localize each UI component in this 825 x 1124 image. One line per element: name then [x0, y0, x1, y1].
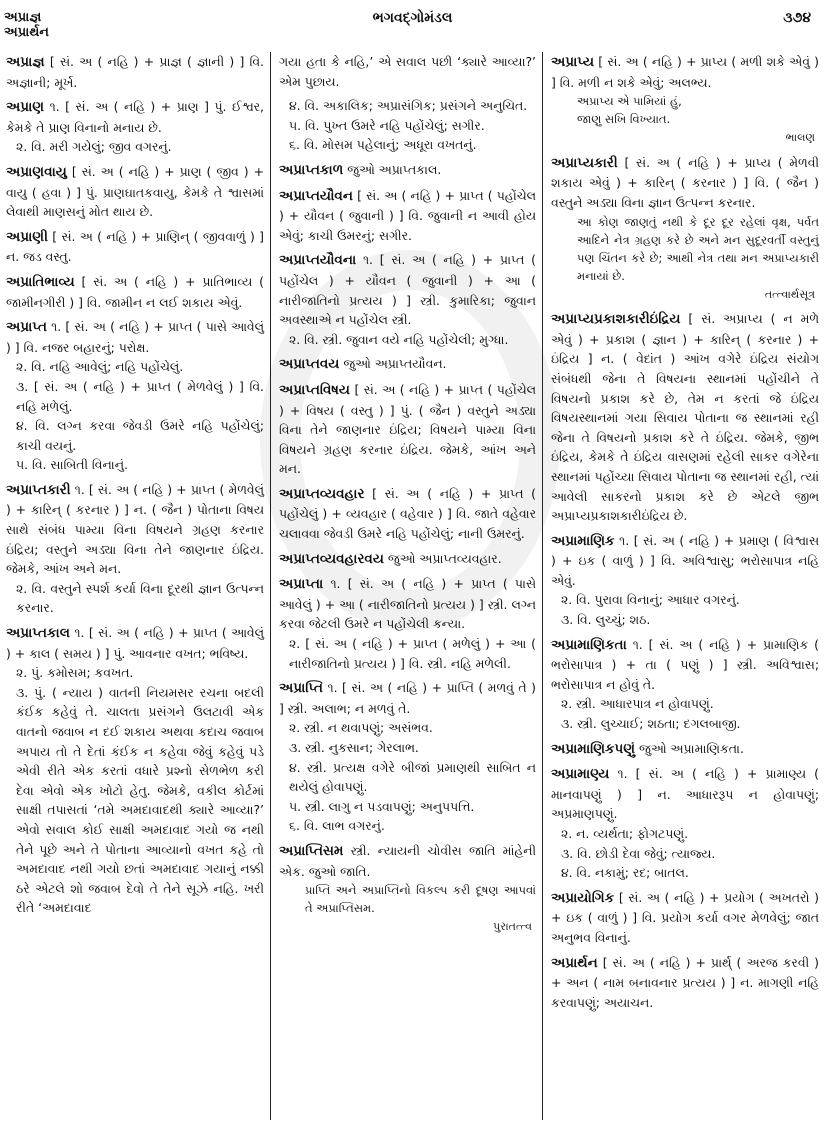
headword: અપ્રાતિભાવ્ય	[6, 273, 75, 290]
guide-word-last: અપ્રાર્થન	[4, 25, 49, 40]
sense-item: ૨. વિ. નહિ આવેલું; નહિ પહોંચેલું.	[16, 359, 184, 375]
headword: અપ્રાયોગિક	[551, 889, 615, 906]
page-number: ૩૭૪	[783, 10, 811, 26]
definition: [ સં. અ ( નહિ ) + પ્રાપ્ત ( પહોંચેલ ) + વિષય ( વસ્તુ ) ] પું. ( જૈન ) વસ્તુને અડ્યા વિના તેને જાણનાર ઇંદ્રિય; વિષયને પામ્યા વિના વિષયને ગ્રહણ કરનાર ઇંદ્રિય. જેમકે, આંખ અને મન.	[279, 381, 536, 477]
definition: [ સં. અ ( નહિ ) + પ્રાર્થ્ ( અરજ કરવી ) + અન ( નામ બનાવનાર પ્રત્યય ) ] ન. માગણી નહિ કરવાપણું; અયાચન.	[551, 954, 819, 1010]
definition: [ સં. અપ્રાપ્ય ( ન મળે એવું ) + પ્રકાશ ( જ્ઞાન ) + કારિન્ ( કરનાર ) + ઇંદ્રિય ] ન. ( વેદાંત ) આંખ વગેરે ઇંદ્રિય સંયોગ સંબંધથી જેના તે વિષયના સ્થાનમાં પહોંચીને તે વિષયનો પ્રકાશ કરે છે, તેમ ન કરતાં જે ઇંદ્રિય વિષયસ્થાનમાં ગયા સિવાય પોતાના જ સ્થાનમાં રહી જેના તે વિષયનો પ્રકાશ કરે તે ઇંદ્રિય. જેમકે, જીભ ઇંદ્રિય, કેમકે તે ઇંદ્રિય વાસણમાં રહેલી સાકર વગેરેના સ્થાનમાં પહોંચ્યા સિવાય પોતાના જ સ્થાનમાં રહી, ત્યાં આવેલી સાકરનો પ્રકાશ કરે છે એટલે જીભ અપ્રાપ્યપ્રકાશકારીઇંદ્રિય છે.	[551, 311, 819, 524]
definition: ૧. [ સં. અ ( નહિ ) + પ્રાપ્ત ( આવેલું ) + કાલ ( સમય ) ] પું. આવનાર વખત; ભવિષ્ય.	[6, 625, 264, 661]
headword: અપ્રાણ	[6, 99, 45, 116]
headword: અપ્રાપ્તયૌવન	[279, 187, 353, 204]
definition: જુઓ અપ્રાપ્તયૌવન.	[343, 356, 447, 372]
headword: અપ્રામાણ્ય	[551, 766, 610, 783]
dictionary-entry	[551, 635, 819, 734]
dictionary-entry	[551, 52, 819, 148]
sense-item: ૬. વિ. મોસમ પહેલાનું; અધૂરા વખતનું.	[289, 137, 477, 153]
definition: ૧. [ સં. અ ( નહિ ) + પ્રાપ્ત ( પાસે આવેલું ) + આ ( નારીજાતિનો પ્રત્યય ) ] સ્ત્રી. લગ્ન કરવા જેટલી ઉમરે ન પહોંચેલી કન્યા.	[279, 576, 536, 632]
continuation-text: ગયા હતા કે નહિ,’ એ સવાલ પછી ‘ક્યારે આવ્યા?’ એમ પુછાય.	[279, 54, 536, 89]
headword: અપ્રાપ્યકારી	[551, 154, 618, 171]
dictionary-entry	[279, 549, 536, 570]
headword: અપ્રાપ્તવય	[279, 356, 340, 373]
dictionary-entry	[551, 309, 819, 526]
sense-item: ૪. વિ. લગ્ન કરવા જેવડી ઉમરે નહિ પહોંચેલું; કાચી વયનું.	[16, 418, 264, 453]
definition: [ સં. અ ( નહિ ) + પ્રાતિભાવ્ય ( જામીનગીરી ) ] વિ. જામીન ન લઈ શકાય એવું.	[6, 273, 264, 310]
definition: ૧. [ સં. અ ( નહિ ) + પ્રાપ્ત ( પહોંચેલ ) + યૌવન ( જુવાની ) + આ ( નારીજાતિનો પ્રત્યય ) ] સ્ત્રી. કુમારિકા; જુવાન અવસ્થાએ ન પહોંચેલ સ્ત્રી.	[279, 252, 536, 328]
dictionary-entry	[6, 162, 264, 222]
headword: અપ્રાપ્તા	[279, 576, 324, 593]
dictionary-entry	[551, 153, 819, 304]
citation-quote: પ્રાપ્તિ અને અપ્રાપ્તિનો વિકલ્પ કરી દૂષણ આપવાં તે અપ્રાપ્તિસમ.	[305, 883, 536, 916]
sense-item: ૪. સ્ત્રી. પ્રત્યક્ષ વગેરે બીજાં પ્રમાણથી સાબિત ન થયેલું હોવાપણું.	[289, 759, 536, 795]
sense-item: ૨. વિ. સ્ત્રી. જુવાન વયે નહિ પહોંચેલી; મુગ્ધા.	[289, 331, 509, 347]
sense-item: ૩. પું. ( ન્યાય ) વાતની નિયમસર રચના બદલી કંઈક કહેવું તે. ચાલતા પ્રસંગને ઉલટાવી એક વાતનો જવાબ ન દઈ શકાય અથવા કદાચ જવાબ અપાય તો તે દેતાં કંઈક ન કહેવા જેવું કહેવું પડે એવી રીતે એક કરતાં વધારે પ્રશ્નો સેળભેળ કરી દેવા એવો એક ખોટો હેતુ. જેમકે, વકીલ કોર્ટમાં સાક્ષી તપાસતાં ‘તમે અમદાવાદથી ક્યારે આવ્યા?’ એવો સવાલ કોઈ સાક્ષી અમદાવાદ ગયો જ નથી તેને પૂછે અને તે પોતાના આવ્યાનો વખત કહે તો અમદાવાદ નથી ગયો છતાં અમદાવાદ ગયાનું નક્કી ઠરે એટલે શો જવાબ દેવો તે તેને સૂઝે નહિ. ખરી રીતે ‘અમદાવાદ	[16, 684, 264, 916]
citation-line: જાણુ સખિ વિખ્યાત.	[577, 112, 671, 127]
column-3	[543, 52, 825, 1120]
headword: અપ્રાજ્ઞ	[6, 54, 45, 70]
headword: અપ્રામાણિકપણું	[551, 740, 636, 757]
headword: અપ્રાપ્ય	[551, 54, 594, 70]
guide-word-first: અપ્રાજ્ઞ	[4, 10, 42, 25]
dictionary-entry	[279, 160, 536, 181]
sense-item: ૨. સ્ત્રી. આધારપાત્ર ન હોવાપણું.	[561, 696, 714, 712]
dictionary-columns	[0, 52, 825, 1120]
sense-item: ૨. વિ. વસ્તુને સ્પર્શ કર્યા વિના દૂરથી જ્ઞાન ઉત્પન્ન કરનાર.	[16, 580, 264, 616]
dictionary-entry	[279, 841, 536, 937]
dictionary-entry	[279, 96, 536, 155]
dictionary-entry	[6, 272, 264, 312]
definition: ૧. [ સં. અ ( નહિ ) + પ્રામાણિક ( ભરોસાપાત્ર ) + તા ( પણું ) ] સ્ત્રી. અવિશ્વાસ; ભરોસાપાત્ર ન હોવું તે.	[551, 636, 819, 692]
definition: જુઓ અપ્રામાણિકતા.	[639, 740, 744, 756]
dictionary-entry	[279, 354, 536, 375]
sense-item: ૫. વિ. પુખ્ત ઉમરે નહિ પહોંચેલું; સગીર.	[289, 117, 485, 133]
column-2	[271, 52, 543, 1120]
definition: જુઓ અપ્રાપ્તકાલ.	[347, 161, 442, 177]
definition: [ સં. અ ( નહિ ) + પ્રાપ્ય ( મેળવી શકાય એવું ) + કારિન્ ( કરનાર ) ] વિ. ( જૈન ) વસ્તુને અડ્યા વિના જ્ઞાન ઉત્પન્ન કરનાર.	[551, 154, 819, 210]
citation-line: અપ્રાપ્ય એ પામિયાં હું,	[577, 94, 682, 109]
dictionary-entry	[551, 531, 819, 630]
sense-item: ૬. વિ. લાભ વગરનું.	[289, 818, 385, 834]
headword: અપ્રાર્થન	[551, 954, 598, 971]
dictionary-entry	[6, 623, 264, 918]
headword: અપ્રાપ્તયૌવના	[279, 252, 357, 269]
sense-item: ૨. સ્ત્રી. ન થવાપણું; અસંભવ.	[289, 720, 433, 736]
sense-item: ૩. સ્ત્રી. લુચ્ચાઈ; શઠતા; દગલબાજી.	[561, 716, 741, 732]
definition: ૧. [ સં. અ ( નહિ ) + પ્રમાણ ( વિશ્વાસ ) + ઇક ( વાળું ) ] વિ. અવિશ્વાસુ; ભરોસાપાત્ર નહિ એવું.	[551, 532, 819, 588]
headword: અપ્રાપ્તવિષય	[279, 381, 350, 398]
sense-item: ૫. સ્ત્રી. લાગુ ન પડવાપણું; અનુપપત્તિ.	[289, 798, 475, 814]
citation-source: ભાલણ	[785, 131, 815, 145]
headword: અપ્રાપ્યપ્રકાશકારીઇંદ્રિય	[551, 311, 681, 328]
sense-item: ૩. સ્ત્રી. નુકસાન; ગેરલાભ.	[289, 740, 419, 755]
definition: [ સં. અ ( નહિ ) + પ્રાપ્ત ( પહોંચેલું ) + વ્યવહાર ( વહેવાર ) ] વિ. જાતે વહેવાર ચલાવવા જેવડી ઉમરે નહિ પહોંચેલું; નાની ઉમરનું.	[279, 485, 536, 542]
definition: [ સં. અ ( નહિ ) + પ્રયોગ ( અખતરો ) + ઇક ( વાળું ) ] વિ. પ્રયોગ કર્યા વગર મેળવેલું; જાત અનુભવ વિનાનું.	[551, 889, 819, 945]
dictionary-entry	[551, 888, 819, 948]
dictionary-entry	[6, 480, 264, 618]
headword: અપ્રાપ્તવ્યવહારવય	[279, 550, 384, 567]
headword: અપ્રાપ્તિસમ	[279, 842, 344, 859]
sense-item: ૨. ન. વ્યર્થતા; ફોગટપણું.	[561, 826, 689, 841]
headword: અપ્રાપ્તવ્યવહાર	[279, 485, 365, 502]
headword: અપ્રાણવાયુ	[6, 163, 67, 180]
sense-item: ૩. વિ. છોડી દેવા જેવું; ત્યાજ્ય.	[561, 845, 716, 861]
definition: [ સં. અ ( નહિ ) + પ્રાપ્ત ( પહોંચેલ ) + યૌવન ( જુવાની ) ] વિ. જુવાની ન આવી હોય એવું; કાચી ઉમરનું; સગીર.	[279, 187, 536, 243]
headword: અપ્રાપ્તકાલ	[6, 625, 70, 642]
sense-item: ૪. વિ. અકાલિક; અપ્રાસંગિક; પ્રસંગને અનુચિત.	[289, 98, 528, 114]
definition: ૧. [ સં. અ ( નહિ ) + પ્રામાણ્ય ( માનવાપણું ) ] ન. આધારરૂપ ન હોવાપણું; અપ્રમાણપણું.	[551, 766, 819, 822]
dictionary-entry	[551, 739, 819, 760]
definition: [ સં. અ ( નહિ ) + પ્રાપ્ય ( મળી શકે એવું ) ] વિ. મળી ન શકે એવું; અલભ્ય.	[551, 54, 819, 90]
citation-source: પુરાતત્ત્વ	[493, 920, 532, 934]
definition: [ સં. અ ( નહિ ) + પ્રાણ ( જીવ ) + વાયુ ( હવા ) ] પું. પ્રાણઘાતકવાયુ, કેમકે તે શ્વાસમાં લેવાથી માણસનું મોત થાય છે.	[6, 163, 264, 220]
dictionary-entry	[6, 317, 264, 475]
definition: ૧. [ સં. અ ( નહિ ) + પ્રાપ્ત ( પાસે આવેલું ) ] વિ. નજર બહારનું; પરોક્ષ.	[6, 319, 264, 355]
dictionary-entry	[6, 97, 264, 157]
column-1	[0, 52, 271, 1120]
headword: અપ્રાપ્તિ	[279, 680, 323, 697]
sense-item: ૨. વિ. પુરાવા વિનાનું; આધાર વગરનું.	[561, 592, 740, 608]
definition: ૧. [ સં. અ ( નહિ ) + પ્રાણ ] પું. ઈશ્વર, કેમકે તે પ્રાણ વિનાનો મનાય છે.	[6, 99, 264, 135]
sense-item: ૫. વિ. સાબિતી વિનાનું.	[16, 457, 128, 473]
sense-item: ૪. વિ. નકામું; રદ; બાતલ.	[561, 865, 689, 881]
dictionary-entry	[551, 953, 819, 1013]
definition: સ્ત્રી. ન્યાયની ચોવીસ જાતિ માંહેની એક. જુઓ જાતિ.	[279, 842, 536, 879]
definition: [ સં. અ ( નહિ ) + પ્રાણિન્ ( જીવવાળું ) ] ન. જડ વસ્તુ.	[6, 228, 264, 265]
citation-source: તત્ત્વાર્થસૂત્ર	[764, 287, 815, 301]
definition: ૧. [ સં. અ ( નહિ ) + પ્રાપ્તિ ( મળવું તે ) ] સ્ત્રી. અલાભ; ન મળવું તે.	[279, 680, 536, 716]
headword: અપ્રાપ્ત	[6, 319, 47, 336]
dictionary-entry	[551, 764, 819, 883]
headword: અપ્રાણી	[6, 228, 48, 245]
sense-item: ૩. વિ. લુચ્ચું; શઠ.	[561, 612, 651, 628]
dictionary-entry	[279, 380, 536, 479]
definition: ૧. [ સં. અ ( નહિ ) + પ્રાપ્ત ( મેળવેલું ) + કારિન્ ( કરનાર ) ] ન. ( જૈન ) પોતાના વિષય સાથે સંબંધ પામ્યા વિના વિષયને ગ્રહણ કરનાર ઇંદ્રિય; વસ્તુને અડ્યા વિના તેને જાણનાર ઇંદ્રિય. જેમકે, આંખ અને મન.	[6, 481, 264, 577]
dictionary-entry	[6, 227, 264, 267]
dictionary-entry	[279, 484, 536, 544]
sense-item: ૩. [ સં. અ ( નહિ ) + પ્રાપ્ત ( મેળવેલું ) ] વિ. નહિ મળેલું.	[16, 378, 264, 414]
definition: [ સં. અ ( નહિ ) + પ્રાજ્ઞ ( જ્ઞાની ) ] વિ. અજ્ઞાની; મૂર્ખ.	[6, 54, 264, 90]
definition: જુઓ અપ્રાપ્તવ્યવહાર.	[387, 550, 502, 566]
dictionary-entry	[279, 678, 536, 836]
sense-item: ૨. પું. કમોસમ; કવખત.	[16, 665, 134, 681]
citation-quote: આ કોણ જાણતું નથી કે દૂર દૂર રહેલાં વૃક્ષ, પર્વત આદિને નેત્ર ગ્રહણ કરે છે અને મન સુદૂરવર્તી વસ્તુનું પણ ચિંતન કરે છે; આથી નેત્ર તથા મન અપ્રાપ્યકારી મનાયાં છે.	[577, 214, 819, 283]
headword: અપ્રાપ્તકારી	[6, 481, 71, 498]
headword: અપ્રામાણિકતા	[551, 636, 627, 653]
dictionary-entry	[279, 186, 536, 246]
book-title: ભગવદ્ગોમંડલ	[372, 10, 453, 26]
headword: અપ્રામાણિક	[551, 532, 615, 549]
dictionary-entry	[279, 250, 536, 349]
dictionary-entry	[279, 574, 536, 673]
page-header	[0, 8, 825, 50]
sense-item: ૨. [ સં. અ ( નહિ ) + પ્રાપ્ત ( મળેલું ) + આ ( નારીજાતિનો પ્રત્યય ) ] વિ. સ્ત્રી. નહિ મળેલી.	[289, 636, 536, 671]
sense-item: ૨. વિ. મરી ગયેલું; જીવ વગરનું.	[16, 139, 172, 155]
dictionary-entry	[6, 52, 264, 92]
headword: અપ્રાપ્તકાળ	[279, 161, 344, 178]
